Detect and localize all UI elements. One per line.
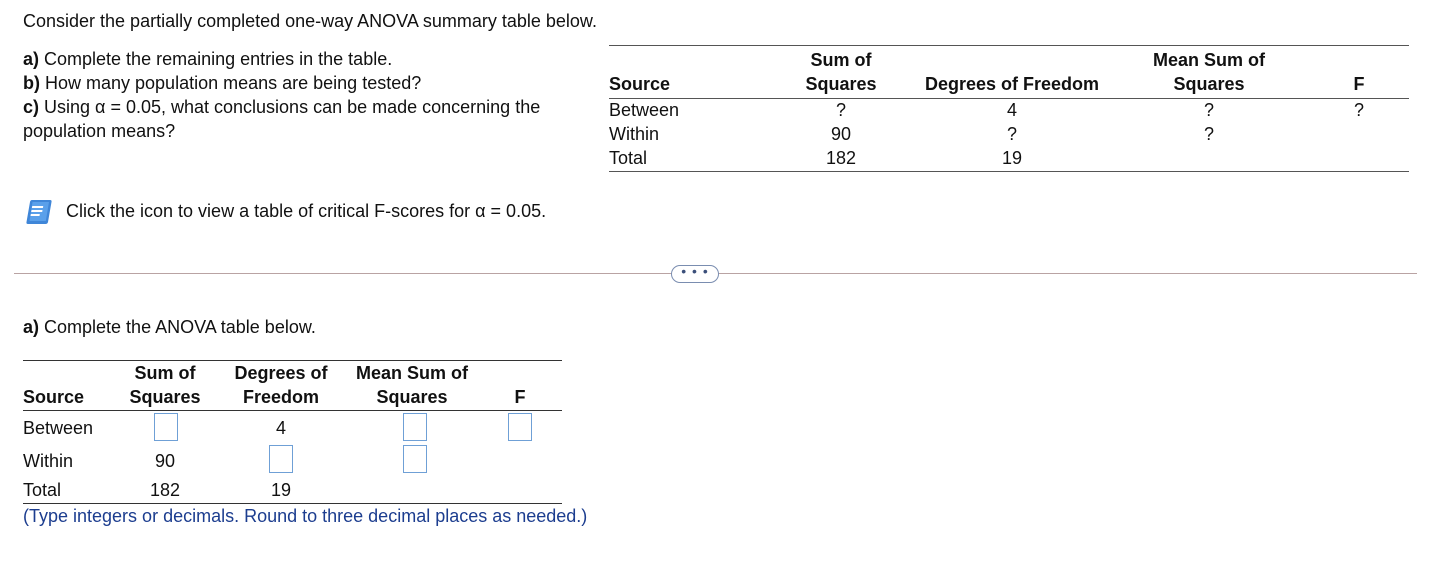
between-ms-input[interactable]	[403, 413, 427, 441]
answer-row-within-ss: 90	[154, 451, 176, 471]
answer-header-source: Source	[23, 387, 85, 407]
row-between-df: 4	[1006, 100, 1017, 120]
answer-row-total-df: 19	[270, 480, 292, 500]
answer-header-ms-line1: Mean Sum of	[355, 363, 468, 383]
question-list	[23, 47, 603, 143]
between-ss-input[interactable]	[154, 413, 178, 441]
answer-row-total-ss: 182	[149, 480, 181, 500]
between-f-input[interactable]	[508, 413, 532, 441]
rounding-instruction: (Type integers or decimals. Round to three decimal places as needed.)	[23, 506, 588, 526]
row-total-source: Total	[609, 148, 648, 168]
section-a-text: Complete the ANOVA table below.	[39, 317, 316, 337]
row-between-f: ?	[1353, 100, 1364, 120]
reference-text: Click the icon to view a table of critical F-scores for α = 0.05.	[66, 201, 547, 221]
answer-row-between-df: 4	[275, 418, 286, 438]
within-df-input[interactable]	[269, 445, 293, 473]
header-source: Source	[609, 74, 671, 94]
answer-header-ss-line1: Sum of	[134, 363, 196, 383]
row-between-ss: ?	[835, 100, 846, 120]
row-between-ms: ?	[1203, 100, 1214, 120]
header-ss-line2: Squares	[805, 74, 877, 94]
answer-row-within-source: Within	[23, 451, 74, 471]
answer-header-rule	[23, 410, 562, 411]
row-total-ss: 182	[825, 148, 857, 168]
critical-f-reference	[25, 196, 546, 226]
answer-row-between-source: Between	[23, 418, 94, 438]
question-b-label: b)	[23, 73, 40, 93]
header-ms-line1: Mean Sum of	[1152, 50, 1265, 70]
section-a-heading	[23, 317, 316, 338]
more-button[interactable]: • • •	[671, 265, 719, 283]
section-a-label: a)	[23, 317, 40, 337]
within-ms-input[interactable]	[403, 445, 427, 473]
question-a	[23, 47, 603, 71]
question-c	[23, 95, 603, 143]
row-within-df: ?	[1006, 124, 1017, 144]
header-f: F	[1353, 74, 1365, 94]
answer-bottom-rule	[23, 503, 562, 504]
question-b-text: How many population means are being tested?	[40, 73, 422, 93]
question-a-text: Complete the remaining entries in the table.	[39, 49, 393, 69]
table-bottom-rule	[609, 171, 1409, 172]
question-intro: Consider the partially completed one-way ANOVA summary table below.	[23, 11, 597, 31]
book-icon[interactable]	[25, 196, 55, 226]
row-between-source: Between	[609, 100, 680, 120]
header-df: Degrees of Freedom	[924, 74, 1100, 94]
row-within-source: Within	[609, 124, 660, 144]
answer-row-total-source: Total	[23, 480, 62, 500]
header-ss-line1: Sum of	[810, 50, 872, 70]
row-total-df: 19	[1001, 148, 1023, 168]
answer-header-f: F	[514, 387, 526, 407]
row-within-ms: ?	[1203, 124, 1214, 144]
row-within-ss: 90	[830, 124, 852, 144]
question-b	[23, 71, 603, 95]
header-ms-line2: Squares	[1173, 74, 1245, 94]
question-a-label: a)	[23, 49, 40, 69]
answer-header-df-line1: Degrees of	[234, 363, 328, 383]
table-top-rule	[609, 45, 1409, 46]
question-c-text: Using α = 0.05, what conclusions can be made concerning the population means?	[23, 97, 541, 141]
answer-header-df-line2: Freedom	[242, 387, 320, 407]
answer-header-ss-line2: Squares	[129, 387, 201, 407]
answer-header-ms-line2: Squares	[376, 387, 448, 407]
question-c-label: c)	[23, 97, 40, 117]
